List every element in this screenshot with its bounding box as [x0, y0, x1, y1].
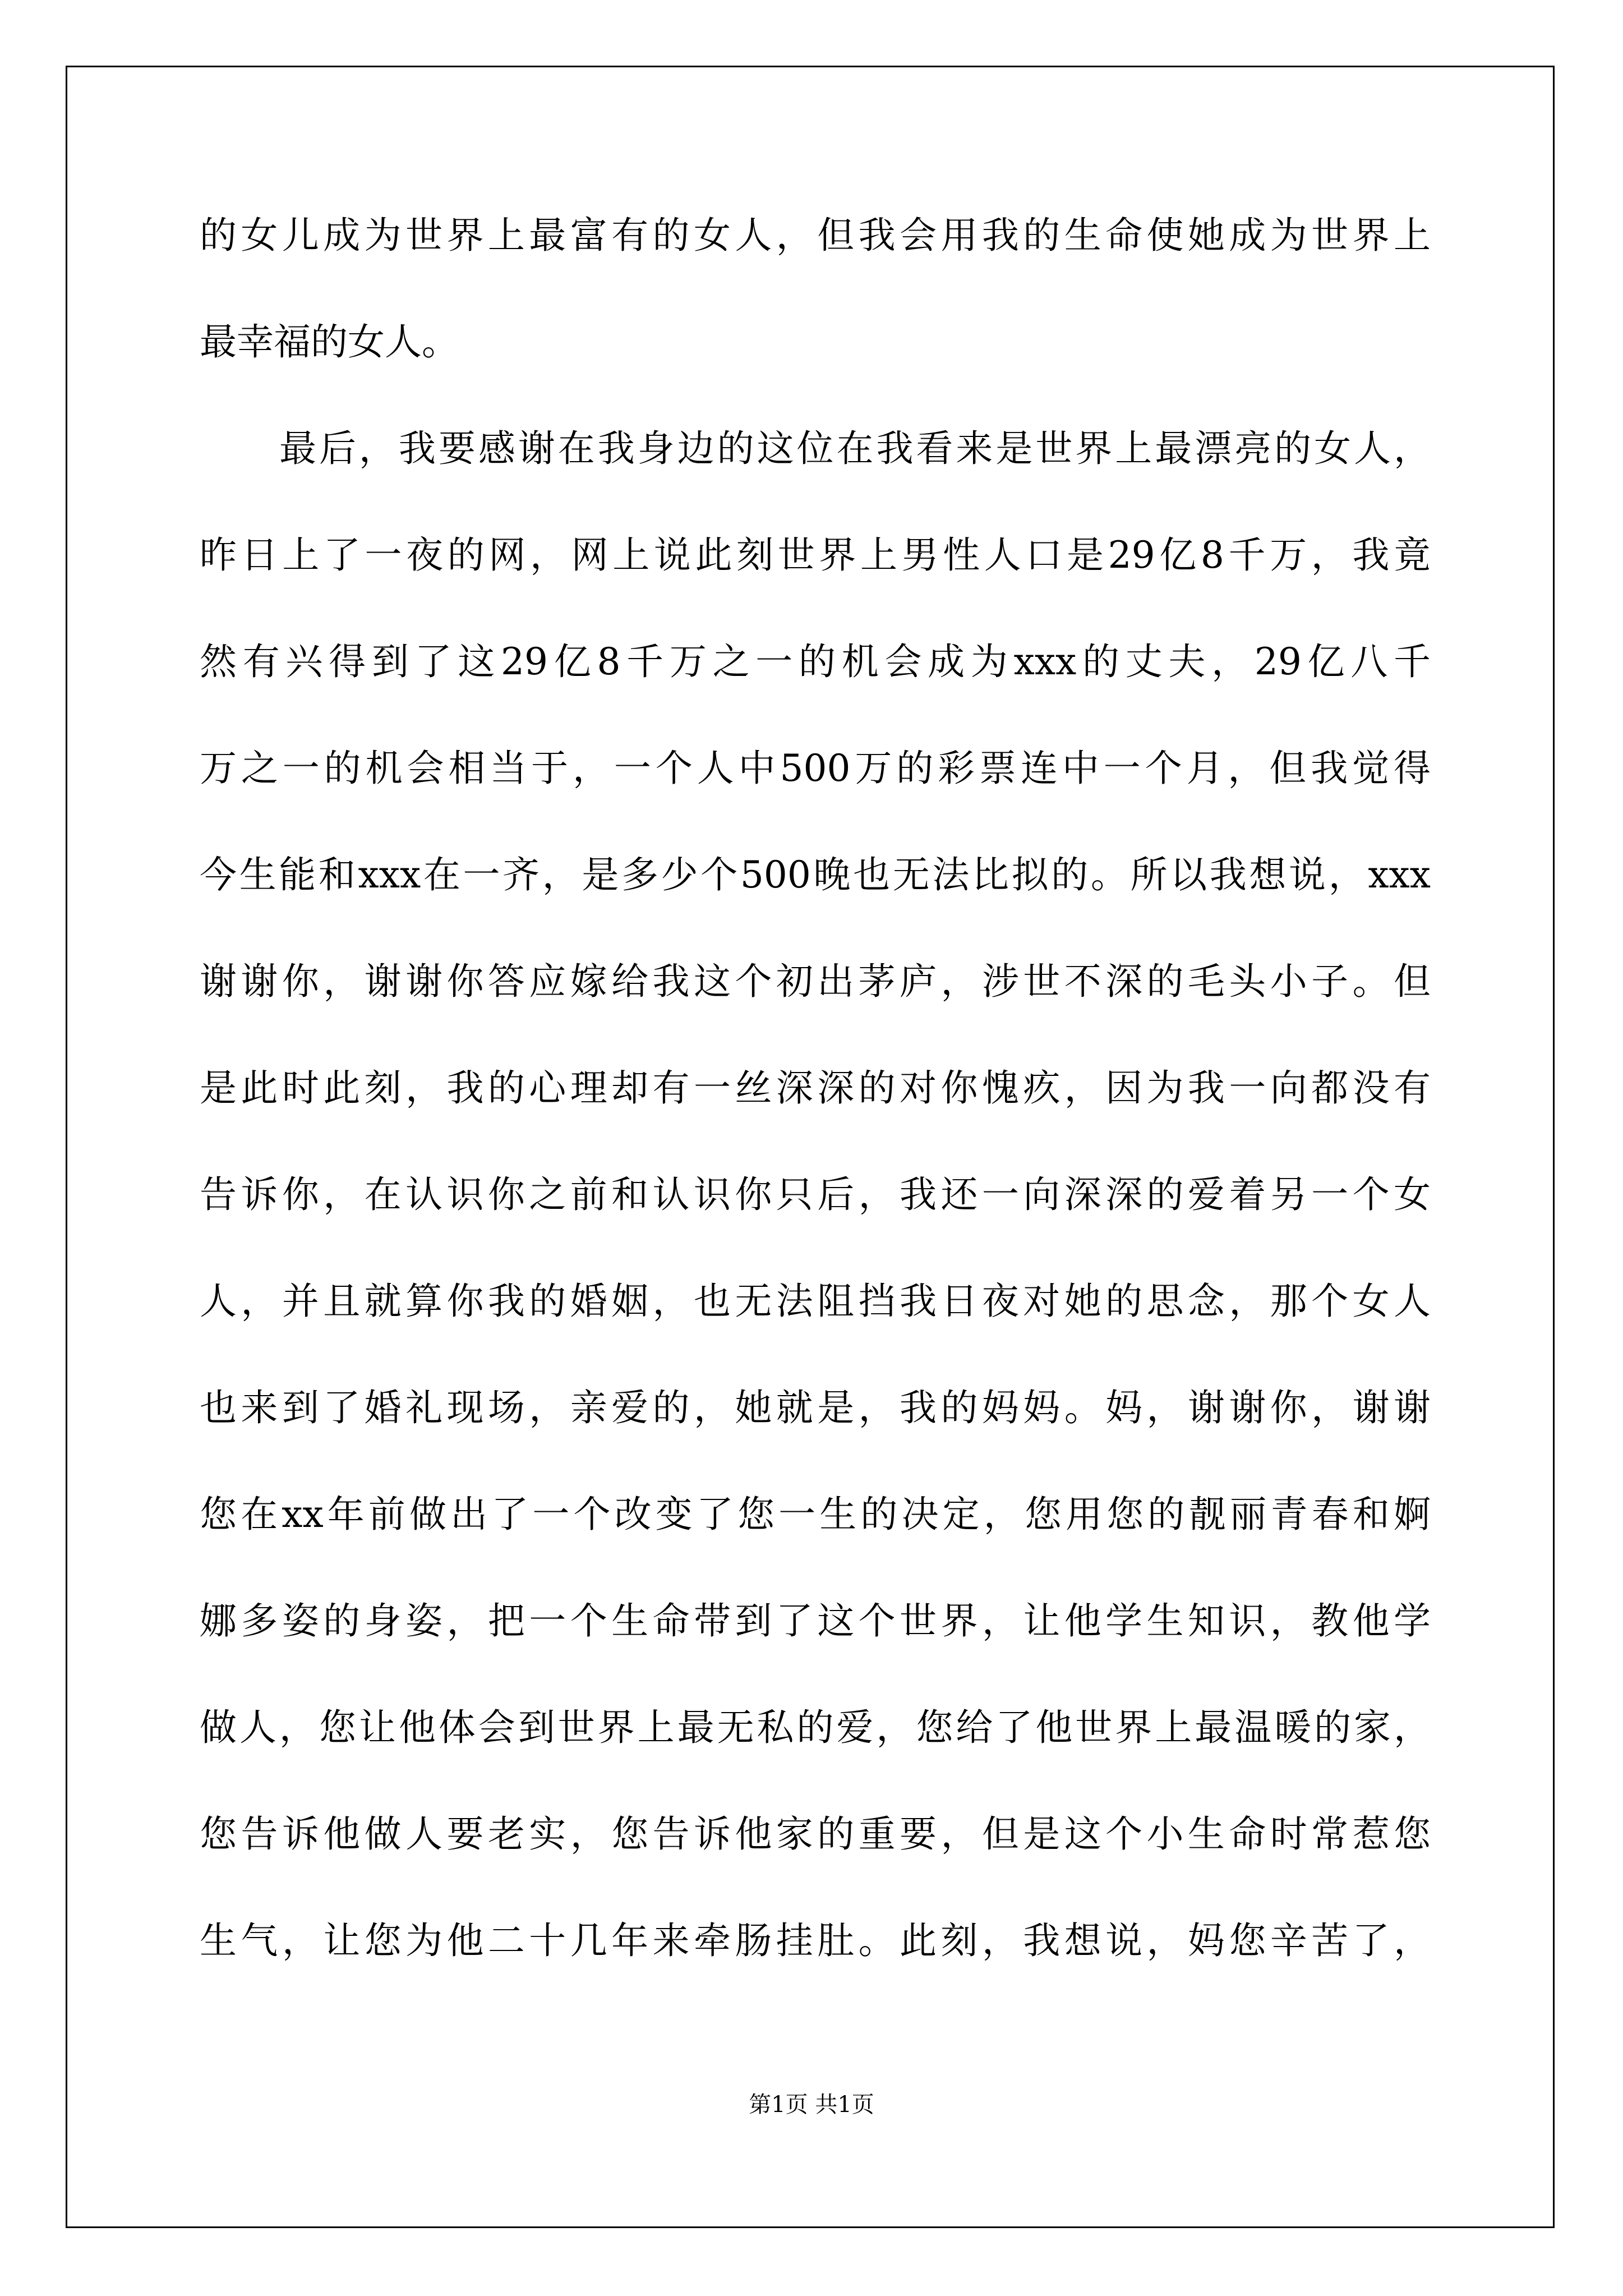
- text-line: 是此时此刻，我的心理却有一丝深深的对你愧疚，因为我一向都没有: [200, 1066, 1431, 1110]
- text-line: 今生能和xxx在一齐，是多少个500晚也无法比拟的。所以我想说，xxx: [200, 853, 1431, 896]
- text-line: 最幸福的女人。: [200, 320, 459, 364]
- text-line: 也来到了婚礼现场，亲爱的，她就是，我的妈妈。妈，谢谢你，谢谢: [200, 1386, 1431, 1429]
- text-line: 谢谢你，谢谢你答应嫁给我这个初出茅庐，涉世不深的毛头小子。但: [200, 960, 1431, 1003]
- text-line: 最后，我要感谢在我身边的这位在我看来是世界上最漂亮的女人，: [279, 427, 1431, 470]
- text-line: 您告诉他做人要老实，您告诉他家的重要，但是这个小生命时常惹您: [200, 1812, 1431, 1856]
- text-line: 然有兴得到了这29亿8千万之一的机会成为xxx的丈夫，29亿八千: [200, 640, 1431, 683]
- text-line: 娜多姿的身姿，把一个生命带到了这个世界，让他学生知识，教他学: [200, 1599, 1431, 1642]
- text-line: 万之一的机会相当于，一个人中500万的彩票连中一个月，但我觉得: [200, 747, 1431, 790]
- text-line: 的女儿成为世界上最富有的女人，但我会用我的生命使她成为世界上: [200, 214, 1431, 257]
- text-line: 做人，您让他体会到世界上最无私的爱，您给了他世界上最温暖的家，: [200, 1706, 1431, 1749]
- text-line: 告诉你，在认识你之前和认识你只后，我还一向深深的爱着另一个女: [200, 1173, 1431, 1216]
- text-line: 人，并且就算你我的婚姻，也无法阻挡我日夜对她的思念，那个女人: [200, 1280, 1431, 1323]
- text-line: 生气，让您为他二十几年来牵肠挂肚。此刻，我想说，妈您辛苦了，: [200, 1919, 1431, 1962]
- page-border: [66, 66, 1555, 2228]
- page-number-footer: 第1页 共1页: [749, 2092, 874, 2118]
- text-line: 昨日上了一夜的网，网上说此刻世界上男性人口是29亿8千万，我竟: [200, 533, 1431, 577]
- text-line: 您在xx年前做出了一个改变了您一生的决定，您用您的靓丽青春和婀: [200, 1493, 1431, 1536]
